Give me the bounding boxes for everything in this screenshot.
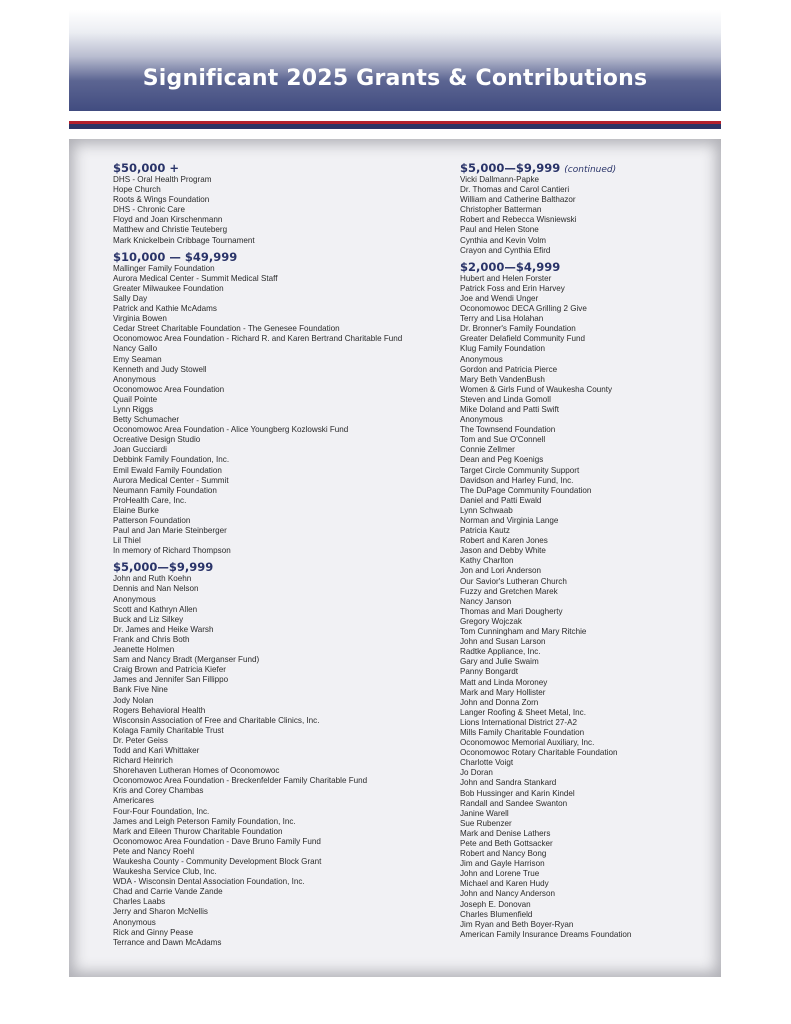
donor-item: Dr. Thomas and Carol Cantieri <box>460 185 570 195</box>
donor-item: Kris and Corey Chambas <box>113 786 204 796</box>
donor-item: Mike Doland and Patti Swift <box>460 404 559 414</box>
donor-item: DHS - Chronic Care <box>113 205 185 215</box>
donor-item: Jody Nolan <box>113 695 154 705</box>
donor-item: Cynthia and Kevin Volm <box>460 235 546 245</box>
donor-item: Radtke Appliance, Inc. <box>460 647 541 657</box>
donor-item: Neumann Family Foundation <box>113 485 217 495</box>
donor-item: James and Jennifer San Fillippo <box>113 675 229 685</box>
donor-item: Mary Beth VandenBush <box>460 374 545 384</box>
donor-item: Four-Four Foundation, Inc. <box>113 806 210 816</box>
donor-item: Davidson and Harley Fund, Inc. <box>460 475 574 485</box>
section-heading <box>460 260 715 274</box>
page-title: Significant 2025 Grants & Contributions <box>142 66 648 91</box>
donor-item: Emil Ewald Family Foundation <box>113 465 222 475</box>
donor-item: Oconomowoc DECA Grilling 2 Give <box>460 304 587 314</box>
donor-item: Charles Blumenfield <box>460 909 533 919</box>
donor-item: Oconomowoc Area Foundation - Dave Bruno Family Fund <box>113 836 321 846</box>
donor-item: ProHealth Care, Inc. <box>113 495 187 505</box>
donor-item: Janine Warell <box>460 808 509 818</box>
donor-item: Sally Day <box>113 293 148 303</box>
donor-item: Buck and Liz Silkey <box>113 614 184 624</box>
donor-item: Aurora Medical Center - Summit <box>113 475 229 485</box>
grant-section <box>113 250 448 557</box>
donor-item: Dr. Bronner's Family Foundation <box>460 324 576 334</box>
donor-item: Women & Girls Fund of Waukesha County <box>460 384 613 394</box>
grant-section <box>113 161 448 246</box>
donor-item: John and Lorene True <box>460 869 540 879</box>
donor-item: Norman and Virginia Lange <box>460 516 559 525</box>
donor-item: Nancy Janson <box>460 596 512 606</box>
section-heading-text: $10,000 — $49,999 <box>113 249 238 264</box>
donor-item: Roots & Wings Foundation <box>113 195 210 205</box>
donor-item: Our Savior's Lutheran Church <box>460 576 567 586</box>
donor-item: Jon and Lori Anderson <box>460 566 541 576</box>
donor-item: Target Circle Community Support <box>460 465 580 475</box>
donor-item: Oconomowoc Rotary Charitable Foundation <box>460 748 618 758</box>
donor-item: John and Sandra Stankard <box>460 778 557 788</box>
donor-item: Anonymous <box>460 354 503 364</box>
donor-item: Terrance and Dawn McAdams <box>113 937 222 947</box>
donor-item: Oconomowoc Memorial Auxiliary, Inc. <box>460 738 595 748</box>
section-heading <box>460 161 715 175</box>
grant-section <box>460 161 715 256</box>
donor-item: Mark and Mary Hollister <box>460 687 546 697</box>
donor-item: Lynn Schwaab <box>460 505 513 515</box>
donor-item: Robert and Rebecca Wisniewski <box>460 215 577 225</box>
donor-item: Floyd and Joan Kirschenmann <box>113 215 223 225</box>
donor-item: Betty Schumacher <box>113 415 180 425</box>
section-heading-text: $50,000 + <box>113 161 180 175</box>
donor-item: Oconomowoc Area Foundation - Breckenfelder Family Charitable Fund <box>113 776 368 786</box>
donor-item: John and Donna Zorn <box>460 697 539 707</box>
donor-item: Kathy Charlton <box>460 556 514 566</box>
donor-item: Patricia Kautz <box>460 526 510 536</box>
donor-item: Mark and Eileen Thurow Charitable Foundation <box>113 826 283 836</box>
donor-item: Michael and Karen Hudy <box>460 879 549 889</box>
header-banner <box>69 10 721 111</box>
donor-item: Mallinger Family Foundation <box>113 263 215 273</box>
donor-item: Mills Family Charitable Foundation <box>460 727 585 737</box>
donor-item: Quail Pointe <box>113 394 158 404</box>
donor-item: Debbink Family Foundation, Inc. <box>113 455 230 465</box>
donor-item: John and Nancy Anderson <box>460 889 555 899</box>
donor-item: Joseph E. Donovan <box>460 899 531 909</box>
donor-item: Robert and Nancy Bong <box>460 849 547 859</box>
donor-item: Matt and Linda Moroney <box>460 677 548 687</box>
donor-item: Daniel and Patti Ewald <box>460 495 542 505</box>
donor-item: Greater Milwaukee Foundation <box>113 283 224 293</box>
donor-item: Panny Bongardt <box>460 667 519 677</box>
donor-item: Connie Zellmer <box>460 445 515 455</box>
donor-item: Shorehaven Lutheran Homes of Oconomowoc <box>113 766 280 776</box>
donor-item: Americares <box>113 796 154 806</box>
donor-item: James and Leigh Peterson Family Foundation, Inc. <box>113 816 296 826</box>
donor-item: Thomas and Mari Dougherty <box>460 606 563 616</box>
donor-item: Aurora Medical Center - Summit Medical Staff <box>113 273 278 283</box>
donor-item: Sue Rubenzer <box>460 818 512 828</box>
donor-item: Anonymous <box>460 415 503 425</box>
section-heading-text: $5,000—$9,999 <box>113 560 214 575</box>
donor-item: Tom and Sue O'Connell <box>460 435 546 445</box>
donor-item: Pete and Beth Gottsacker <box>460 839 553 848</box>
donor-item: Chad and Carrie Vande Zande <box>113 887 223 897</box>
donor-item: Terry and Lisa Holahan <box>460 314 544 324</box>
donor-item: Patrick and Kathie McAdams <box>113 304 217 314</box>
donor-item: Gregory Wojczak <box>460 616 522 626</box>
donor-item: Hubert and Helen Forster <box>460 273 552 283</box>
donor-item: Matthew and Christie Teuteberg <box>113 225 228 235</box>
donor-item: Anonymous <box>113 594 156 604</box>
donor-item: Patrick Foss and Erin Harvey <box>460 283 565 293</box>
donor-item: Emy Seaman <box>113 354 162 364</box>
donor-item: Sam and Nancy Bradt (Merganser Fund) <box>113 655 260 665</box>
donor-item: Wisconsin Association of Free and Charitable Clinics, Inc. <box>113 715 320 725</box>
donor-item: Kolaga Family Charitable Trust <box>113 725 224 735</box>
donor-item: WDA - Wisconsin Dental Association Foundation, Inc. <box>113 877 305 887</box>
section-heading <box>113 560 448 574</box>
donor-item: Bob Hussinger and Karin Kindel <box>460 788 575 798</box>
grant-section <box>113 560 448 947</box>
section-heading-text: $5,000—$9,999 <box>460 161 561 175</box>
donor-item: Joe and Wendi Unger <box>460 293 539 303</box>
donor-item: Anonymous <box>113 917 156 927</box>
donor-item: The Townsend Foundation <box>460 425 556 435</box>
donor-item: Virginia Bowen <box>113 314 167 324</box>
section-heading-text: $2,000—$4,999 <box>460 259 561 274</box>
donor-item: Cedar Street Charitable Foundation - The Genesee Foundation <box>113 324 340 334</box>
left-column <box>113 161 448 952</box>
donor-item: Dean and Peg Koenigs <box>460 455 544 465</box>
donor-item: Mark and Denise Lathers <box>460 828 551 838</box>
donor-item: Kenneth and Judy Stowell <box>113 364 207 374</box>
donor-item: Waukesha County - Community Development Block Grant <box>113 857 322 866</box>
donor-item: Hope Church <box>113 185 161 195</box>
donor-item: Anonymous <box>113 374 156 384</box>
donor-item: Jim Ryan and Beth Boyer-Ryan <box>460 919 574 929</box>
donor-item: Christopher Batterman <box>460 205 542 215</box>
donor-item: Dennis and Nan Nelson <box>113 584 199 594</box>
donor-item: Dr. Peter Geiss <box>113 735 168 745</box>
donor-item: Greater Delafield Community Fund <box>460 334 586 344</box>
donor-item: American Family Insurance Dreams Foundation <box>460 929 632 939</box>
donor-item: Paul and Helen Stone <box>460 225 539 235</box>
donor-item: The DuPage Community Foundation <box>460 485 592 495</box>
donor-item: John and Susan Larson <box>460 637 546 647</box>
donor-item: Scott and Kathryn Allen <box>113 604 198 614</box>
continued-label: (continued) <box>564 165 617 175</box>
donor-item: Craig Brown and Patricia Kiefer <box>113 665 226 675</box>
donor-item: Dr. James and Heike Warsh <box>113 624 214 634</box>
donor-item: Frank and Chris Both <box>113 634 190 644</box>
grant-section <box>460 260 715 940</box>
donor-item: Lil Thiel <box>113 536 141 546</box>
donor-item: Joan Gucciardi <box>113 445 167 455</box>
donor-item: Jerry and Sharon McNellis <box>113 907 208 917</box>
donor-item: Pete and Nancy Roehl <box>113 846 194 856</box>
donor-item: John and Ruth Koehn <box>113 574 192 584</box>
donor-item: Bank Five Nine <box>113 685 168 695</box>
section-heading <box>113 250 448 264</box>
donor-item: Klug Family Foundation <box>460 344 546 354</box>
donor-item: Steven and Linda Gomoll <box>460 394 551 404</box>
donor-item: Langer Roofing & Sheet Metal, Inc. <box>460 707 586 717</box>
donor-item: Elaine Burke <box>113 505 159 515</box>
donor-item: Rogers Behavioral Health <box>113 705 206 715</box>
donor-item: Vicki Dallmann-Papke <box>460 175 540 184</box>
donor-item: Jim and Gayle Harrison <box>460 859 545 869</box>
donor-item: Patterson Foundation <box>113 516 191 525</box>
donor-item: Oconomowoc Area Foundation - Richard R. and Karen Bertrand Charitable Fund <box>113 334 403 344</box>
donor-item: Todd and Kari Whittaker <box>113 745 200 755</box>
donor-item: Charlotte Voigt <box>460 758 514 768</box>
donor-item: Robert and Karen Jones <box>460 536 548 546</box>
donor-item: Nancy Gallo <box>113 344 158 354</box>
donor-item: Gary and Julie Swaim <box>460 657 539 667</box>
donor-item: Waukesha Service Club, Inc. <box>113 867 217 877</box>
donor-item: Paul and Jan Marie Steinberger <box>113 526 227 536</box>
donor-item: Jo Doran <box>460 768 493 778</box>
donor-item: William and Catherine Balthazor <box>460 195 576 205</box>
donor-item: Lions International District 27-A2 <box>460 717 577 727</box>
navy-stripe <box>69 124 721 129</box>
donor-item: Jason and Debby White <box>460 546 546 556</box>
section-heading <box>113 161 448 175</box>
donor-item: Fuzzy and Gretchen Marek <box>460 586 558 596</box>
donor-item: Crayon and Cynthia Efird <box>460 245 551 255</box>
donor-item: Rick and Ginny Pease <box>113 927 194 937</box>
donor-item: Oconomowoc Area Foundation <box>113 384 225 394</box>
donor-item: Gordon and Patricia Pierce <box>460 364 558 374</box>
donor-item: Oconomowoc Area Foundation - Alice Youngberg Kozlowski Fund <box>113 425 349 435</box>
donor-item: In memory of Richard Thompson <box>113 546 231 556</box>
donor-item: DHS - Oral Health Program <box>113 175 212 184</box>
donor-item: Randall and Sandee Swanton <box>460 798 568 808</box>
donor-item: Lynn Riggs <box>113 404 154 414</box>
donor-item: Mark Knickelbein Cribbage Tournament <box>113 235 255 245</box>
donor-item: Charles Laabs <box>113 897 166 907</box>
donor-item: Jeanette Holmen <box>113 645 175 655</box>
donor-item: Richard Heinrich <box>113 756 173 766</box>
donor-item: Tom Cunningham and Mary Ritchie <box>460 627 587 637</box>
donor-item: Ocreative Design Studio <box>113 435 201 445</box>
right-column <box>460 161 715 944</box>
